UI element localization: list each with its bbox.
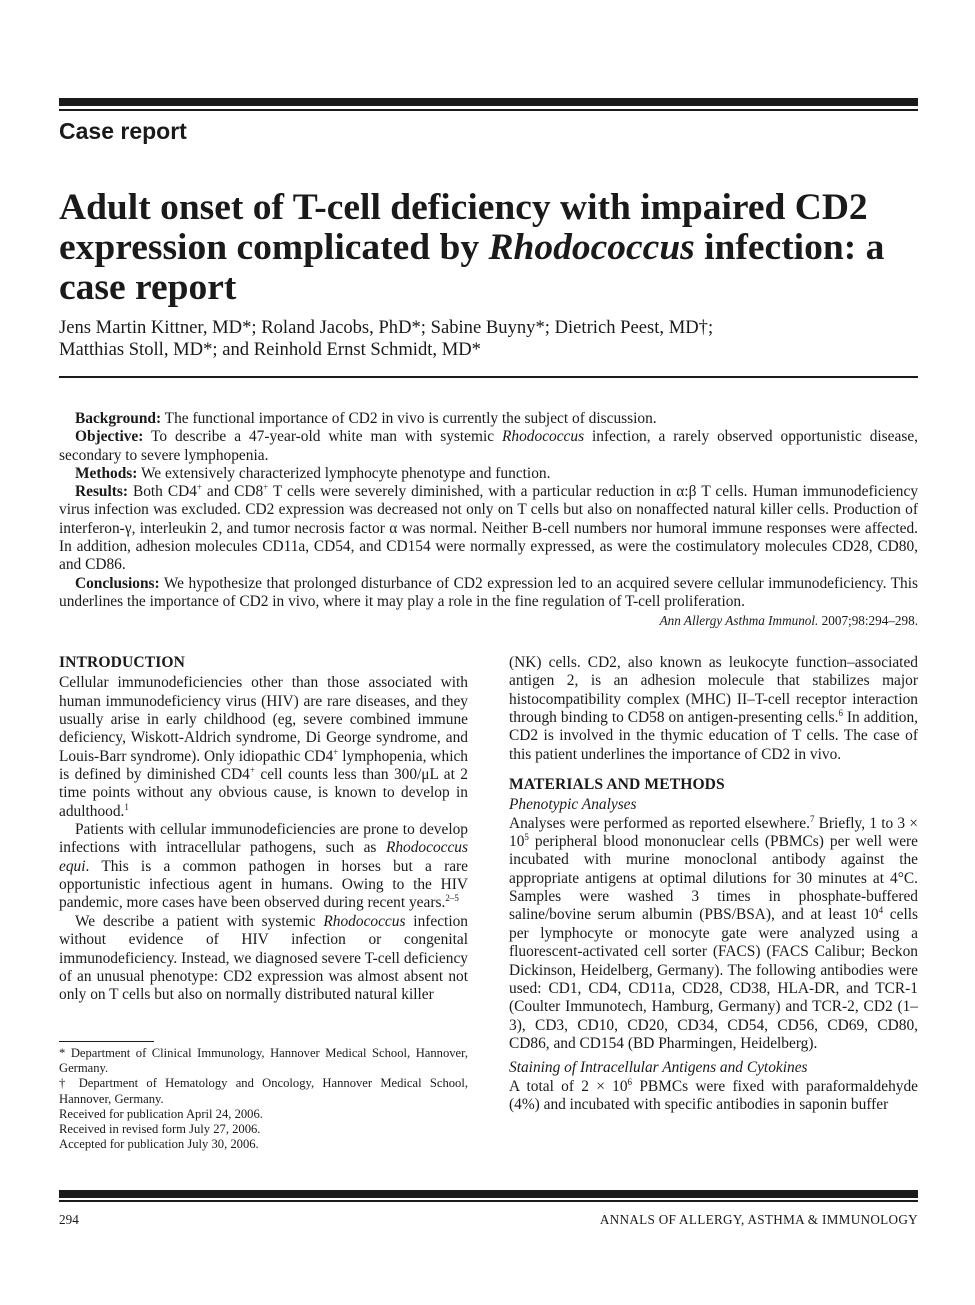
- intro-paragraph-2: Patients with cellular immunodeficiencies are prone to develop infections with intracellular pathogens, such as Rhodococcus equi. This is a common pathogen in horses but a rare opportunistic infectious agent in humans. Owing to the HIV pandemic, more cases have been observed during recent years.$^{2-5}$: [59, 821, 468, 912]
- intro-paragraph-3: We describe a patient with systemic Rhodococcus infection without evidence of HIV infection or congenital immunodeficiency. Instead, we diagnosed severe T-cell deficiency of an unusual phenotype: CD2 expression was almost absent not only on T cells but also on normally distributed natural killer: [59, 912, 468, 1004]
- received-date: Received for publication April 24, 2006.: [59, 1106, 263, 1121]
- introduction-heading: INTRODUCTION: [59, 654, 185, 671]
- abstract-conclusions: Conclusions: We hypothesize that prolonged disturbance of CD2 expression led to an acquired severe cellular immunodeficiency. This underlines the importance of CD2 in vivo, where it may play a role in the fine regulation of T-cell proliferation.: [59, 574, 918, 610]
- footnote-affiliation-2: † Department of Hematology and Oncology, Hannover Medical School, Hannover, Germany.: [59, 1076, 468, 1106]
- footnote-rule: [59, 1041, 154, 1042]
- right-column: [509, 654, 918, 1114]
- citation: Ann Allergy Asthma Immunol. 2007;98:294–298.: [659, 613, 918, 629]
- top-thick-rule: [59, 98, 918, 106]
- bottom-thick-rule: [59, 1190, 918, 1198]
- author-list: [59, 317, 929, 360]
- bottom-thin-rule: [59, 1200, 918, 1202]
- intro-paragraph-1: Cellular immunodeficiencies other than those associated with human immunodeficiency virus (HIV) are rare diseases, and they usually arise in early childhood (eg, severe combined immune deficiency, Wiskott-Aldrich syndrome, Di George syndrome, and Louis-Barr syndrome). Only idiopathic CD4+ lymphopenia, which is defined by diminished CD4+ cell counts less than 300/μL at 2 time points without any obvious cause, is known to develop in adulthood.$^1$: [59, 674, 469, 820]
- revised-date: Received in revised form July 27, 2006.: [59, 1122, 261, 1137]
- accepted-date: Accepted for publication July 30, 2006.: [59, 1137, 259, 1152]
- page-number: 294: [59, 1212, 79, 1227]
- footnotes: [59, 1046, 468, 1152]
- top-thin-rule: [59, 109, 918, 111]
- abstract-background: Background: The functional importance of CD2 in vivo is currently the subject of discussion.: [75, 410, 657, 427]
- journal-name: ANNALS OF ALLERGY, ASTHMA & IMMUNOLOGY: [599, 1212, 918, 1227]
- staining-paragraph: A total of $2 \times 10^6$ PBMCs were fixed with paraformaldehyde (4%) and incubated with specific antibodies in saponin buffer: [509, 1076, 918, 1113]
- abstract-objective: Objective: To describe a 47-year-old white man with systemic Rhodococcus infection, a rarely observed opportunistic disease, secondary to severe lymphopenia.: [59, 428, 919, 464]
- author-line-1: Jens Martin Kittner, MD*; Roland Jacobs, PhD*; Sabine Buyny*; Dietrich Peest, MD†;: [59, 317, 714, 338]
- intro-paragraph-3-continued: (NK) cells. CD2, also known as leukocyte function–associated antigen 2, is an adhesion molecule that stabilizes major histocompatibility complex (MHC) II–T-cell receptor interaction through binding to CD58 on antigen-presenting cells.$^6$ In addition, CD2 is involved in the thymic education of T cells. The case of this patient underlines the importance of CD2 in vivo.: [509, 654, 918, 763]
- abstract-results: Results: Both CD4+ and CD8+ T cells were severely diminished, with a particular reduction in α:β T cells. Human immunodeficiency virus infection was excluded. CD2 expression was decreased not only on T cells but also on nonaffected natural killer cells. Production of interferon-γ, interleukin 2, and tumor necrosis factor α was normal. Neither B-cell numbers nor humoral immune responses were affected. In addition, adhesion molecules CD11a, CD54, and CD154 were normally expressed, as were the costimulatory molecules CD28, CD80, and CD86.: [59, 482, 919, 574]
- staining-heading: Staining of Intracellular Antigens and Cytokines: [509, 1059, 808, 1077]
- article-title: Adult onset of T-cell deficiency with impaired CD2 expression complicated by Rhodococcus infection: a case report: [59, 187, 885, 308]
- section-label: Case report: [59, 118, 187, 144]
- footnote-affiliation-1: * Department of Clinical Immunology, Hannover Medical School, Hannover, Germany.: [59, 1046, 468, 1076]
- methods-heading: MATERIALS AND METHODS: [509, 776, 725, 794]
- phenotypic-analyses-paragraph: Analyses were performed as reported elsewhere.$^7$ Briefly, 1 to $3 \times 10^5$ peripheral blood mononuclear cells (PBMCs) per well were incubated with murine monoclonal antibody against the appropriate antigens at optimal dilutions for 30 minutes at 4°C. Samples were washed 3 times in phosphate-buffered saline/bovine serum albumin (PBS/BSA), and at least $10^4$ cells per lymphocyte or monocyte gate were analyzed using a fluorescent-activated cell sorter (FACS) (FACS Calibur; Beckon Dickinson, Heidelberg, Germany). The following antibodies were used: CD1, CD4, CD11a, CD28, CD38, HLA-DR, and TCR-1 (Coulter Immunotech, Hamburg, Germany) and TCR-2, CD2 (1–3), CD3, CD10, CD20, CD34, CD54, CD56, CD69, CD80, CD86, and CD154 (BD Pharmingen, Heidelberg).: [509, 813, 918, 1052]
- author-line-2: Matthias Stoll, MD*; and Reinhold Ernst Schmidt, MD*: [59, 338, 481, 360]
- abstract-methods: Methods: We extensively characterized lymphocyte phenotype and function.: [75, 464, 551, 482]
- phenotypic-analyses-heading: Phenotypic Analyses: [509, 796, 637, 814]
- left-column: [59, 654, 468, 1005]
- abstract: [59, 410, 918, 631]
- abstract-top-rule: [59, 376, 918, 378]
